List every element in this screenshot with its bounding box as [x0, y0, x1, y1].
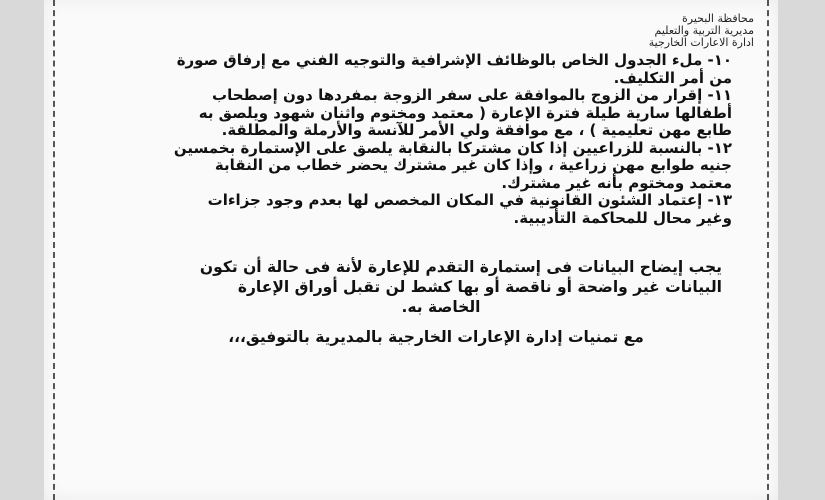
- item-line: ١١- إقرار من الزوج بالموافقة على سفر الزوجة بمفردها دون إصطحاب: [212, 86, 732, 104]
- item-line: أطفالها سارية طيلة فترة الإعارة ( معتمد ومختوم واثنان شهود ويلصق به: [198, 103, 732, 122]
- requirement-item-13: [100, 192, 732, 227]
- requirement-item-12: [100, 140, 732, 193]
- item-line: وغير محال للمحاكمة التأديبية.: [513, 208, 732, 227]
- document-page: [44, 0, 778, 500]
- closing-line: مع تمنيات إدارة الإعارات الخارجية بالمديرية بالتوفيق،،،: [228, 328, 644, 346]
- directorate-name: مديرية التربية والتعليم: [654, 24, 754, 37]
- item-line: ١٢- بالنسبة للزراعيين إذا كان مشتركا بالنقابة يلصق على الإستمارة بخمسين: [173, 138, 732, 157]
- right-dashed-border: [767, 0, 769, 500]
- left-dashed-border: [53, 0, 55, 500]
- requirement-item-11: [100, 87, 732, 140]
- document-body: [100, 52, 732, 347]
- item-line: من أمر التكليف.: [613, 68, 732, 87]
- item-line: ١٣- إعتماد الشئون القانونية في المكان المخصص لها بعدم وجود جزاءات: [207, 191, 732, 209]
- note-line: الخاصة به.: [401, 298, 481, 316]
- item-line: ١٠- ملء الجدول الخاص بالوظائف الإشرافية والتوجيه الفني مع إرفاق صورة: [176, 51, 732, 69]
- item-line: جنيه طوابع مهن زراعية ، وإذا كان غير مشترك يحضر خطاب من النقابة: [214, 156, 732, 174]
- item-line: طابع مهن تعليمية ) ، مع موافقة ولي الأمر للآنسة والأرملة والمطلقة.: [221, 121, 732, 139]
- note-line: البيانات غير واضحة أو ناقصة أو بها كشط لن تقبل أوراق الإعارة: [237, 278, 722, 296]
- requirement-item-10: [100, 52, 732, 87]
- governorate-name: محافظة البحيرة: [682, 12, 754, 25]
- data-clarity-note: [100, 257, 732, 317]
- department-name: ادارة الاعارات الخارجية: [648, 36, 754, 49]
- note-line: يجب إيضاح البيانات فى إستمارة التقدم للإعارة لأنة فى حالة أن تكون: [199, 258, 722, 276]
- item-line: معتمد ومختوم بأنه غير مشترك.: [501, 173, 732, 192]
- letterhead: [649, 13, 754, 49]
